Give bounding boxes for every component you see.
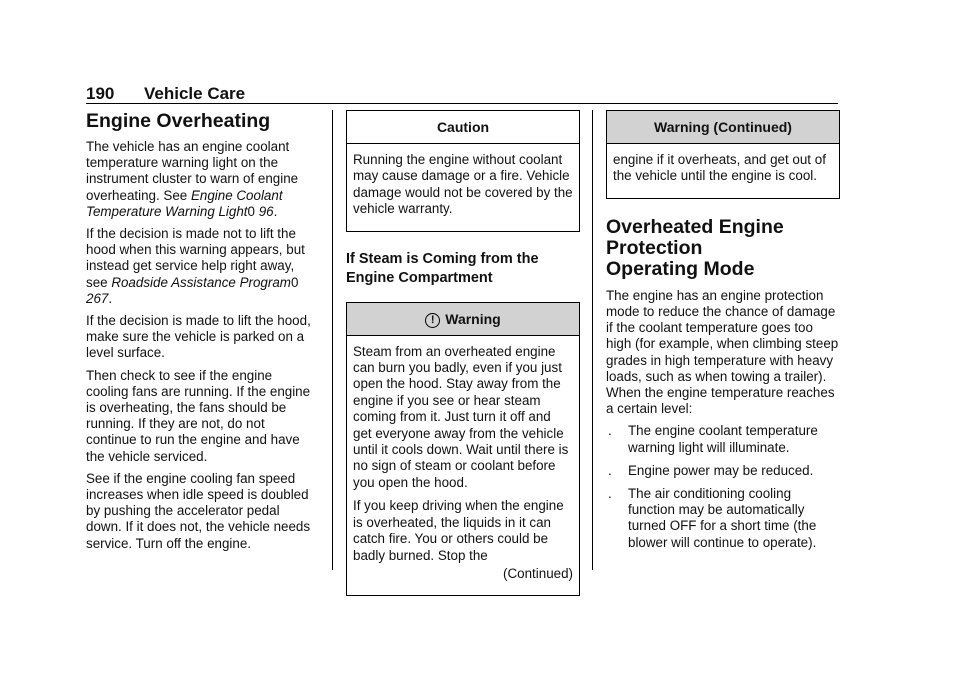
paragraph: The engine has an engine protection mode to reduce the chance of damage if the coolant temperature goes too high (for example, when climbing steep grades in high temperature with heavy loads, such as when towing a trailer). When the engine temperature reaches a certain level:	[606, 287, 839, 417]
bullet-list	[606, 423, 840, 550]
section-title: Vehicle Care	[144, 84, 246, 103]
column-middle	[346, 110, 580, 614]
paragraph: Then check to see if the engine cooling fans are running. If the engine is overheating, the fans should be running. If they are not, do not continue to run the engine and have the vehicle serviced.	[86, 367, 311, 464]
warning-box	[346, 302, 580, 597]
caution-box	[346, 110, 580, 232]
paragraph	[86, 139, 316, 220]
list-item	[606, 486, 840, 551]
page-reference[interactable]: 96	[258, 203, 274, 219]
warning-title: Warning	[445, 310, 501, 327]
warning-text: Steam from an overheated engine can burn you badly, even if you just open the hood. Stay away from the engine if you see or hear steam coming from it. Just turn it off and get everyone away from the vehicle until it cools down. Wait until there is no sign of steam or coolant before you open the hood.	[353, 343, 569, 490]
list-item-text: Engine power may be reduced.	[628, 462, 814, 478]
caution-text: Running the engine without coolant may cause damage or a fire. Vehicle damage would not be covered by the vehicle warranty.	[353, 152, 573, 217]
page-number: 190	[86, 84, 115, 103]
column-right	[606, 110, 840, 558]
section-heading: Engine Overheating	[86, 110, 271, 132]
page-reference[interactable]: 267	[86, 290, 109, 306]
warning-icon: !	[425, 313, 440, 328]
warning-title-bar	[347, 303, 579, 336]
list-item-text: The air conditioning cooling function may be automatically turned OFF for a short time (the blower will continue to operate).	[628, 486, 817, 550]
cross-reference-link[interactable]: Roadside Assistance Program	[111, 274, 291, 290]
list-item	[606, 423, 840, 455]
paragraph	[86, 226, 316, 307]
paragraph-text: If the decision is made not to lift the hood when this warning appears, but instead get service help right away, see	[86, 226, 305, 290]
paragraph-text: The vehicle has an engine coolant temperature warning light on the instrument cluster to warn of engine overheating. See	[86, 139, 299, 203]
section-heading	[606, 217, 840, 280]
warning-continued-text: engine if it overheats, and get out of the vehicle until the engine is cool.	[613, 152, 826, 184]
warning-continued-box	[606, 110, 840, 199]
column-divider	[592, 110, 593, 570]
cross-reference-link[interactable]: Engine Coolant Temperature Warning Light	[86, 187, 283, 219]
paragraph: If the decision is made to lift the hood, make sure the vehicle is parked on a level surface.	[86, 313, 311, 361]
column-left	[86, 110, 316, 558]
heading-line: Operating Mode	[606, 257, 755, 280]
page-header	[86, 80, 838, 104]
warning-text: If you keep driving when the engine is overheated, the liquids in it can catch fire. You or others could be badly burned. Stop the	[353, 498, 564, 563]
paragraph: See if the engine cooling fan speed increases when idle speed is doubled by pushing the accelerator pedal down. If it does not, the vehicle needs service. Turn off the engine.	[86, 470, 311, 551]
warning-continued-title: Warning (Continued)	[607, 111, 839, 144]
list-item	[606, 463, 840, 479]
bullet-marker: .	[608, 423, 612, 439]
caution-title: Caution	[347, 111, 579, 144]
bullet-marker: .	[608, 462, 612, 478]
subsection-heading: If Steam is Coming from the Engine Compartment	[346, 250, 539, 286]
page-ref-arrow: 0	[290, 274, 299, 290]
bullet-marker: .	[608, 486, 612, 502]
list-item-text: The engine coolant temperature warning light will illuminate.	[628, 423, 818, 455]
page-ref-arrow: 0	[247, 203, 255, 219]
punctuation: .	[273, 203, 278, 219]
heading-line: Overheated Engine Protection	[606, 215, 784, 259]
punctuation: .	[108, 290, 113, 306]
continued-label: (Continued)	[503, 565, 573, 581]
column-divider	[332, 110, 333, 570]
header-rule	[86, 103, 838, 104]
